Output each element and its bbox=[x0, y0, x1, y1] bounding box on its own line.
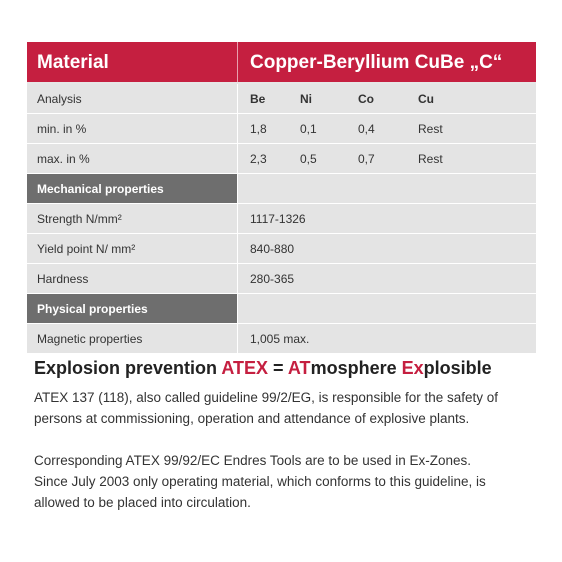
hardness-row bbox=[27, 264, 536, 294]
min-be: 1,8 bbox=[250, 122, 267, 136]
yield-row bbox=[27, 234, 536, 264]
title-plosible: plosible bbox=[423, 358, 492, 378]
analysis-label: Analysis bbox=[27, 84, 238, 113]
hardness-value: 280-365 bbox=[250, 272, 295, 286]
max-co: 0,7 bbox=[358, 152, 375, 166]
paragraph-line: ATEX 137 (118), also called guideline 99/2/EG, is responsible for the safety of bbox=[34, 390, 499, 405]
magnetic-label: Magnetic properties bbox=[27, 324, 238, 353]
header-material-label: Material bbox=[27, 42, 238, 82]
title-mosphere: mosphere bbox=[310, 358, 402, 378]
title-at: AT bbox=[287, 358, 311, 378]
element-cu: Cu bbox=[418, 92, 434, 106]
atex-title bbox=[34, 358, 492, 379]
yield-value: 840-880 bbox=[250, 242, 295, 256]
paragraph-line: Corresponding ATEX 99/92/EC Endres Tools are to be used in Ex-Zones. bbox=[34, 453, 471, 468]
max-row bbox=[27, 144, 536, 174]
section-blank bbox=[238, 294, 536, 323]
magnetic-value: 1,005 max. bbox=[250, 332, 310, 346]
min-values bbox=[238, 114, 536, 143]
min-row bbox=[27, 114, 536, 144]
yield-label: Yield point N/ mm² bbox=[27, 234, 238, 263]
strength-label: Strength N/mm² bbox=[27, 204, 238, 233]
physical-section-title: Physical properties bbox=[27, 294, 238, 323]
max-cu: Rest bbox=[418, 152, 443, 166]
mechanical-section-title: Mechanical properties bbox=[27, 174, 238, 203]
hardness-label: Hardness bbox=[27, 264, 238, 293]
section-blank bbox=[238, 174, 536, 203]
header-material-name: Copper-Beryllium CuBe „C“ bbox=[250, 52, 503, 73]
title-atex: ATEX bbox=[221, 358, 269, 378]
atex-paragraph-2 bbox=[34, 450, 534, 513]
strength-value: 1117-1326 bbox=[250, 212, 306, 226]
min-co: 0,4 bbox=[358, 122, 375, 136]
max-values bbox=[238, 144, 536, 173]
analysis-row bbox=[27, 84, 536, 114]
element-be: Be bbox=[250, 92, 266, 106]
table-header bbox=[27, 42, 536, 84]
strength-row bbox=[27, 204, 536, 234]
mechanical-section-row bbox=[27, 174, 536, 204]
magnetic-row bbox=[27, 324, 536, 354]
paragraph-line: persons at commissioning, operation and attendance of explosive plants. bbox=[34, 411, 470, 426]
min-ni: 0,1 bbox=[300, 122, 317, 136]
element-ni: Ni bbox=[300, 92, 312, 106]
paragraph-line: allowed to be placed into circulation. bbox=[34, 495, 251, 510]
max-be: 2,3 bbox=[250, 152, 267, 166]
min-cu: Rest bbox=[418, 122, 443, 136]
paragraph-line: Since July 2003 only operating material, which conforms to this guideline, is bbox=[34, 474, 486, 489]
title-eq: = bbox=[268, 358, 288, 378]
element-co: Co bbox=[358, 92, 374, 106]
analysis-elements bbox=[238, 84, 536, 113]
title-ex: Ex bbox=[401, 358, 424, 378]
max-label: max. in % bbox=[27, 144, 238, 173]
title-prefix: Explosion prevention bbox=[34, 358, 222, 378]
min-label: min. in % bbox=[27, 114, 238, 143]
atex-paragraph-1 bbox=[34, 387, 534, 429]
physical-section-row bbox=[27, 294, 536, 324]
max-ni: 0,5 bbox=[300, 152, 317, 166]
material-table bbox=[27, 42, 536, 354]
